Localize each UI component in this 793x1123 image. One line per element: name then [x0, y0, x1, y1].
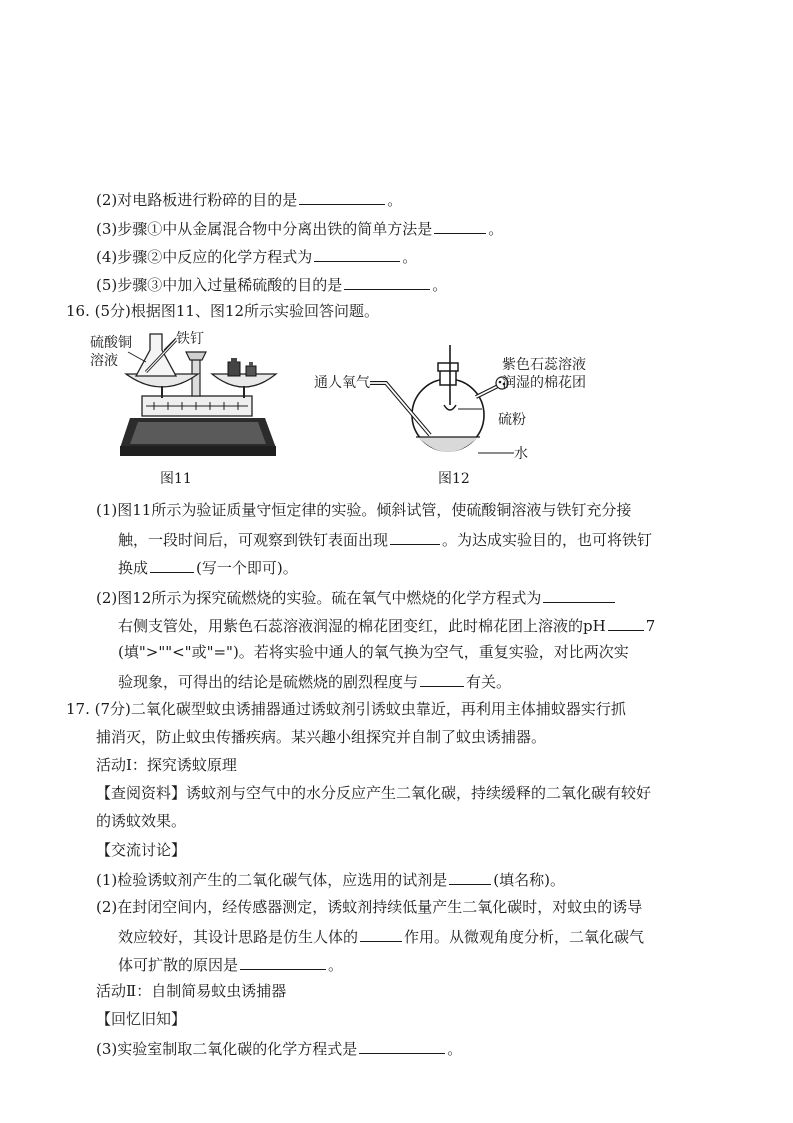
- q15-part3: (3)步骤①中从金属混合物中分离出铁的简单方法是 。: [96, 217, 503, 239]
- answer-blank[interactable]: [420, 670, 464, 687]
- q16-part1-line3: 换成 (写一个即可)。: [118, 556, 298, 578]
- q17-part2-line3: 体可扩散的原因是 。: [118, 953, 343, 975]
- answer-blank[interactable]: [543, 586, 615, 603]
- figure-12-flask: [370, 345, 520, 465]
- q17-part3: (3)实验室制取二氧化碳的化学方程式是 。: [96, 1037, 462, 1059]
- fig11-label-iron-nail: 铁钉: [176, 331, 204, 347]
- figure-11-caption: 图11: [160, 471, 192, 487]
- answer-blank[interactable]: [360, 925, 402, 942]
- answer-blank[interactable]: [314, 245, 400, 262]
- fig12-label-litmus: 紫色石蕊溶液: [502, 357, 586, 373]
- q17-activity1-title: 活动Ⅰ：探究诱蚊原理: [96, 756, 237, 774]
- fig12-label-water: 水: [514, 446, 528, 462]
- q17-recall-title: 【回忆旧知】: [96, 1010, 187, 1028]
- answer-blank[interactable]: [344, 273, 430, 290]
- fig11-label-copper-sulfate: 硫酸铜: [90, 335, 132, 351]
- q16-part1-line1: (1)图11所示为验证质量守恒定律的实验。倾斜试管，使硫酸铜溶液与铁钉充分接: [96, 501, 632, 519]
- q15-part2: (2)对电路板进行粉碎的目的是 。: [96, 188, 402, 210]
- q15-part5: (5)步骤③中加入过量稀硫酸的目的是 。: [96, 273, 447, 295]
- q16-part2-line1: (2)图12所示为探究硫燃烧的实验。硫在氧气中燃烧的化学方程式为: [96, 586, 617, 608]
- q17-activity2-title: 活动Ⅱ：自制简易蚊虫诱捕器: [96, 982, 287, 1000]
- answer-blank[interactable]: [240, 953, 326, 970]
- answer-blank[interactable]: [390, 528, 440, 545]
- q16-part2-line4: 验现象，可得出的结论是硫燃烧的剧烈程度与 有关。: [118, 670, 511, 692]
- q17-reference-line1: 【查阅资料】诱蚊剂与空气中的水分反应产生二氧化碳，持续缓释的二氧化碳有较好: [96, 784, 652, 802]
- q17-discussion-title: 【交流讨论】: [96, 841, 187, 859]
- answer-blank[interactable]: [359, 1037, 445, 1054]
- q17-heading-line1: 17. (7分)二氧化碳型蚊虫诱捕器通过诱蚊剂引诱蚊虫靠近，再利用主体捕蚊器实行抓: [66, 700, 626, 718]
- figure-12-caption: 图12: [438, 471, 470, 487]
- fig12-label-cotton: 润湿的棉花团: [502, 375, 586, 391]
- q17-part2-line2: 效应较好，其设计思路是仿生人体的 作用。从微观角度分析，二氧化碳气: [118, 925, 644, 947]
- q17-part2-line1: (2)在封闭空间内，经传感器测定，诱蚊剂持续低量产生二氧化碳时，对蚊虫的诱导: [96, 898, 643, 916]
- answer-blank[interactable]: [150, 556, 194, 573]
- q16-part1-line2: 触，一段时间后，可观察到铁钉表面出现 。为达成实验目的，也可将铁钉: [118, 528, 652, 550]
- q17-reference-line2: 的诱蚊效果。: [96, 812, 187, 830]
- answer-blank[interactable]: [434, 217, 486, 234]
- q16-heading: 16. (5分)根据图11、图12所示实验回答问题。: [66, 302, 380, 320]
- fig11-label-solution: 溶液: [90, 353, 118, 369]
- answer-blank[interactable]: [608, 614, 644, 631]
- q15-part4: (4)步骤②中反应的化学方程式为 。: [96, 245, 417, 267]
- answer-blank[interactable]: [449, 868, 491, 885]
- fig12-label-oxygen: 通人氧气: [314, 375, 370, 391]
- q17-heading-line2: 捕消灭，防止蚊虫传播疾病。某兴趣小组探究并自制了蚊虫诱捕器。: [96, 728, 547, 746]
- q16-part2-line2: 右侧支管处，用紫色石蕊溶液润湿的棉花团变红，此时棉花团上溶液的pH 7: [118, 614, 655, 636]
- q16-part2-line3: (填">""<"或"=")。若将实验中通人的氧气换为空气，重复实验，对比两次实: [118, 643, 629, 661]
- answer-blank[interactable]: [299, 188, 385, 205]
- q17-part1: (1)检验诱蚊剂产生的二氧化碳气体，应选用的试剂是 (填名称)。: [96, 868, 565, 890]
- fig12-label-sulfur: 硫粉: [498, 412, 526, 428]
